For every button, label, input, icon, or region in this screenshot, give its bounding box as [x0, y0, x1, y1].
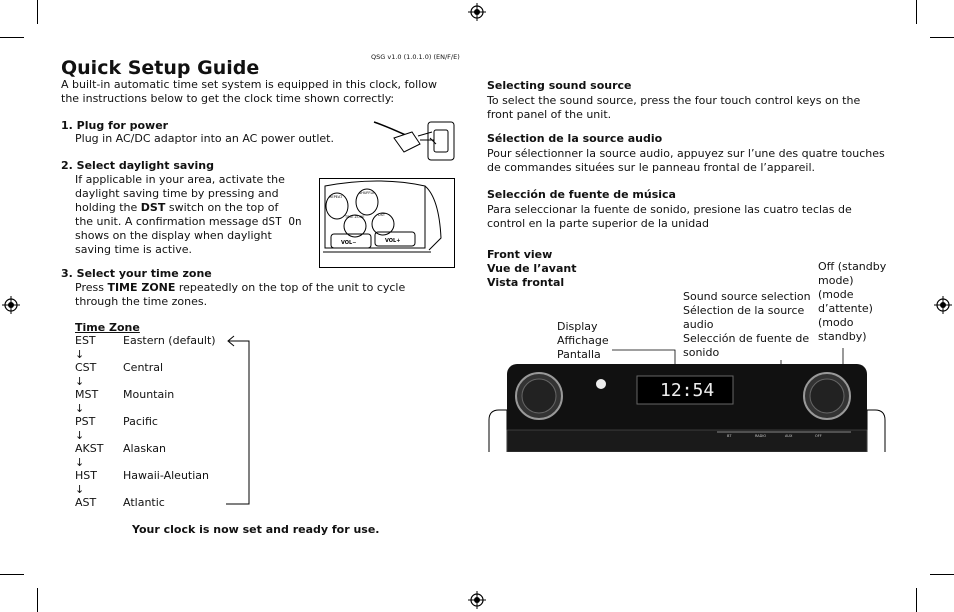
list-item: PST Pacific [75, 415, 158, 428]
registration-mark-icon [468, 3, 486, 21]
list-item: HST Hawaii-Aleutian [75, 469, 209, 482]
step3-body: Press TIME ZONE repeatedly on the top of the unit to cycle through the time zones. [75, 281, 406, 308]
crop-mark [916, 0, 917, 24]
clock-display: 12:54 [660, 380, 715, 401]
list-item: AKST Alaskan [75, 442, 166, 455]
step1-text: Plug in AC/DC adaptor into an AC power outlet. [75, 132, 334, 145]
step3-heading: 3. Select your time zone [61, 267, 212, 280]
down-arrow-icon: ↓ [75, 483, 85, 496]
step2-body: If applicable in your area, activate the daylight saving time by pressing and holding the DST switch on the top of the unit. A confirmation message dST On shows on the display when daylight saving time is active. [75, 173, 302, 256]
top-panel-illustration [319, 178, 455, 268]
source-key-off: OFF [815, 434, 822, 438]
vol-minus-label: VOL− [341, 240, 357, 246]
list-item: MST Mountain [75, 388, 175, 401]
crop-mark [930, 37, 954, 38]
cycle-bracket-icon [225, 334, 255, 510]
down-arrow-icon: ↓ [75, 402, 85, 415]
time-zone-heading: Time Zone [75, 321, 140, 334]
page-title: Quick Setup Guide [61, 57, 260, 79]
sound-source-heading-es: Selección de fuente de música [487, 188, 676, 201]
dst-key-label: DST [378, 213, 386, 217]
footer-note: Your clock is now set and ready for use. [132, 523, 380, 536]
step2-heading: 2. Select daylight saving [61, 159, 214, 172]
crop-mark [37, 0, 38, 24]
repeat-key-label: REPEAT [329, 195, 343, 199]
down-arrow-icon: ↓ [75, 456, 85, 469]
crop-mark [0, 37, 24, 38]
down-arrow-icon: ↓ [75, 375, 85, 388]
vol-plus-label: VOL+ [385, 238, 401, 244]
list-item: AST Atlantic [75, 496, 165, 509]
source-key-radio: RADIO [755, 434, 767, 438]
crop-mark [916, 588, 917, 612]
registration-mark-icon [934, 296, 952, 314]
front-view-heading: Front view Vue de l’avant Vista frontal [487, 248, 577, 289]
crop-mark [0, 574, 24, 575]
registration-mark-icon [468, 591, 486, 609]
sound-source-text-fr: Pour sélectionner la source audio, appuyez sur l’une des quatre touches de commandes situées sur le panneau frontal de l’appareil. [487, 147, 885, 174]
sound-source-text-en: To select the sound source, press the four touch control keys on the front panel of the unit. [487, 94, 861, 121]
sound-source-heading-en: Selecting sound source [487, 79, 632, 92]
list-item: EST Eastern (default) [75, 334, 216, 347]
list-item: CST Central [75, 361, 164, 374]
off-callout: Off (standby mode) (mode d’attente) (modo standby) [818, 260, 887, 343]
sound-source-heading-fr: Sélection de la source audio [487, 132, 663, 145]
front-view-illustration [487, 348, 887, 452]
down-arrow-icon: ↓ [75, 429, 85, 442]
power-adaptor-icon [372, 118, 458, 164]
crop-mark [37, 588, 38, 612]
registration-mark-icon [2, 296, 20, 314]
crop-mark [930, 574, 954, 575]
source-key-aux: AUX [785, 434, 793, 438]
source-callout: Sound source selection Sélection de la source audio Selección de fuente de sonido [683, 290, 811, 359]
shuffle-key-label: SHUFFLE [359, 191, 375, 195]
source-key-bt: BT [727, 434, 732, 438]
down-arrow-icon: ↓ [75, 348, 85, 361]
dst-on-message: dST On [261, 215, 302, 228]
version-label: QSG v1.0 (1.0.1.0) (EN/F/E) [371, 53, 460, 61]
display-callout: Display Affichage Pantalla [557, 320, 609, 361]
intro-text: A built-in automatic time set system is equipped in this clock, follow the instructions below to get the clock time shown correctly: [61, 78, 437, 105]
sound-source-text-es: Para seleccionar la fuente de sonido, presione las cuatro teclas de control en la parte superior de la unidad [487, 203, 852, 230]
step1-heading: 1. Plug for power [61, 119, 169, 132]
timezone-key-label: TIME ZONE [345, 215, 365, 219]
